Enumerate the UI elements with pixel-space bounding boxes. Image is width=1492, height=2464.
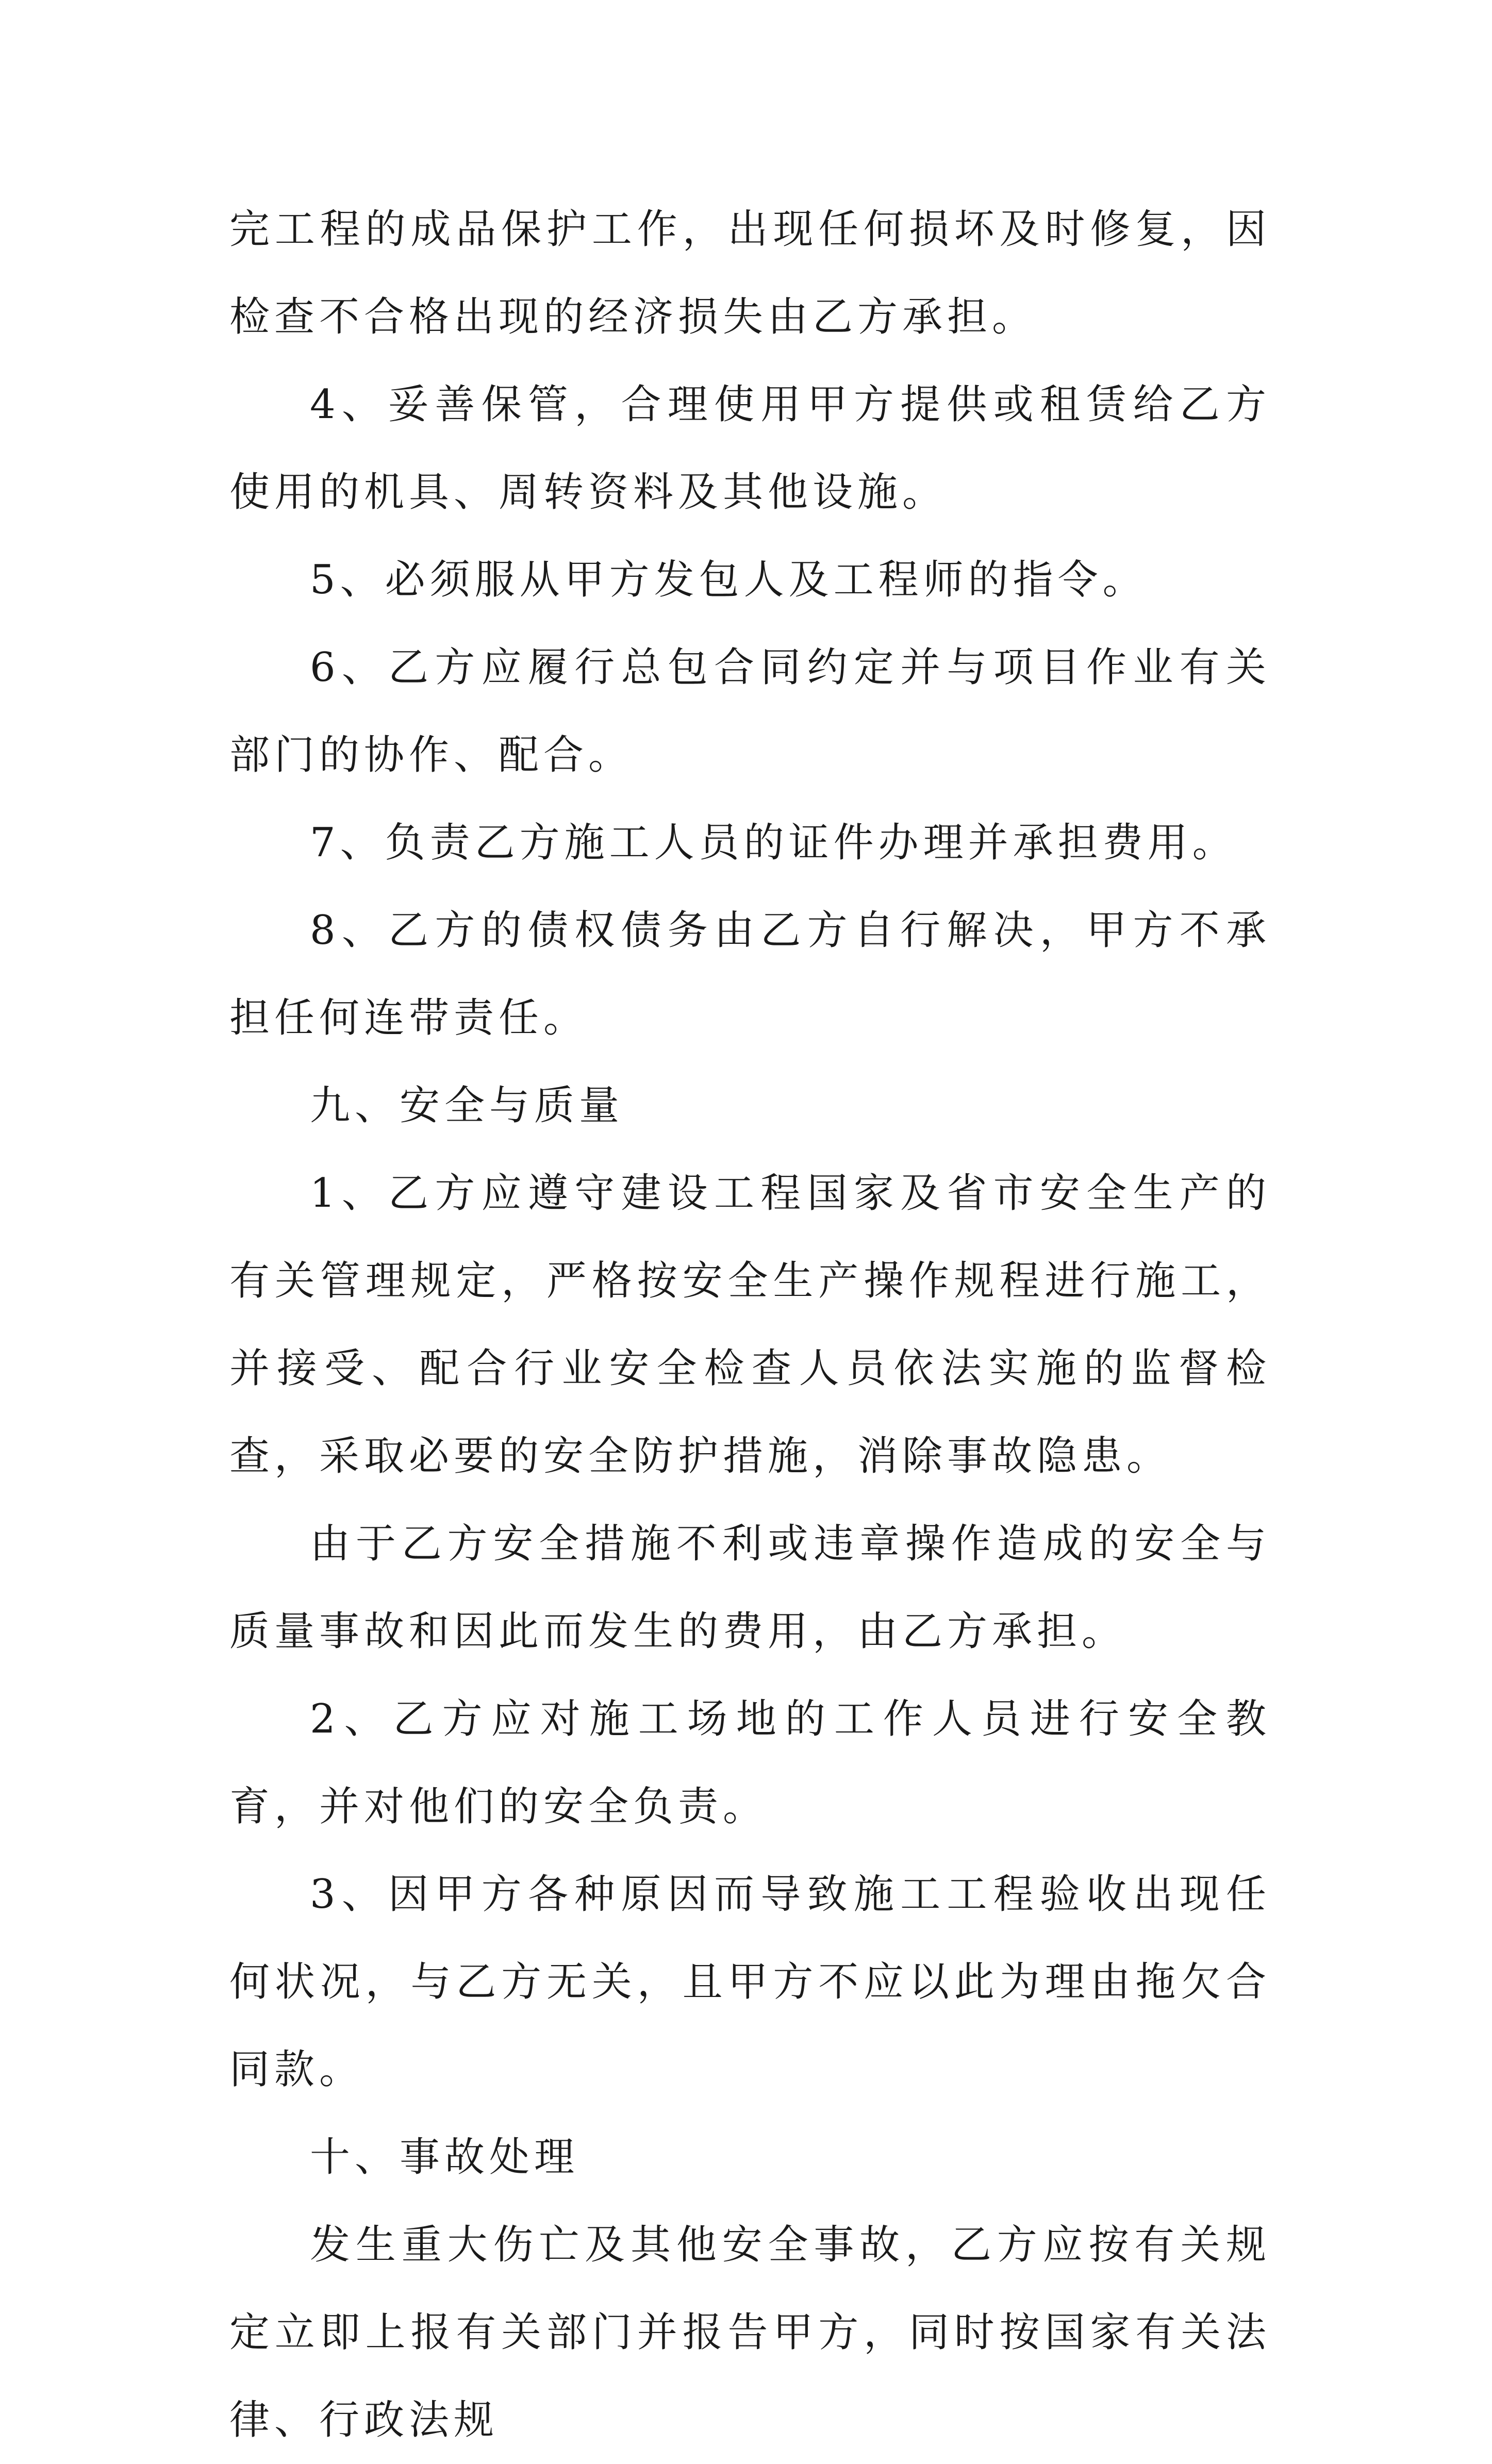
safety-clause-1-note: 由于乙方安全措施不利或违章操作造成的安全与质量事故和因此而发生的费用，由乙方承担。 bbox=[229, 1521, 1271, 1655]
document-body bbox=[229, 186, 1271, 2464]
clause-8: 8、乙方的债权债务由乙方自行解决，甲方不承担任何连带责任。 bbox=[229, 907, 1271, 1041]
clause-5: 5、必须服从甲方发包人及工程师的指令。 bbox=[310, 557, 1148, 603]
paragraph-continuation: 完工程的成品保护工作，出现任何损坏及时修复，因检查不合格出现的经济损失由乙方承担。 bbox=[229, 206, 1271, 340]
section-heading-accident: 十、事故处理 bbox=[310, 2134, 579, 2180]
safety-clause-3: 3、因甲方各种原因而导致施工工程验收出现任何状况，与乙方无关，且甲方不应以此为理由拖欠合同款。 bbox=[229, 1871, 1271, 2093]
clause-4: 4、妥善保管，合理使用甲方提供或租赁给乙方使用的机具、周转资料及其他设施。 bbox=[229, 381, 1271, 515]
clause-7: 7、负责乙方施工人员的证件办理并承担费用。 bbox=[310, 820, 1237, 866]
section-heading-safety-quality: 九、安全与质量 bbox=[310, 1083, 624, 1129]
safety-clause-1: 1、乙方应遵守建设工程国家及省市安全生产的有关管理规定，严格按安全生产操作规程进行施工，并接受、配合行业安全检查人员依法实施的监督检查，采取必要的安全防护措施，消除事故隐患。 bbox=[229, 1170, 1271, 1479]
clause-6: 6、乙方应履行总包合同约定并与项目作业有关部门的协作、配合。 bbox=[229, 644, 1271, 778]
accident-paragraph: 发生重大伤亡及其他安全事故，乙方应按有关规定立即上报有关部门并报告甲方，同时按国家有关法律、行政法规 bbox=[229, 2222, 1271, 2443]
safety-clause-2: 2、乙方应对施工场地的工作人员进行安全教育，并对他们的安全负责。 bbox=[229, 1696, 1271, 1830]
